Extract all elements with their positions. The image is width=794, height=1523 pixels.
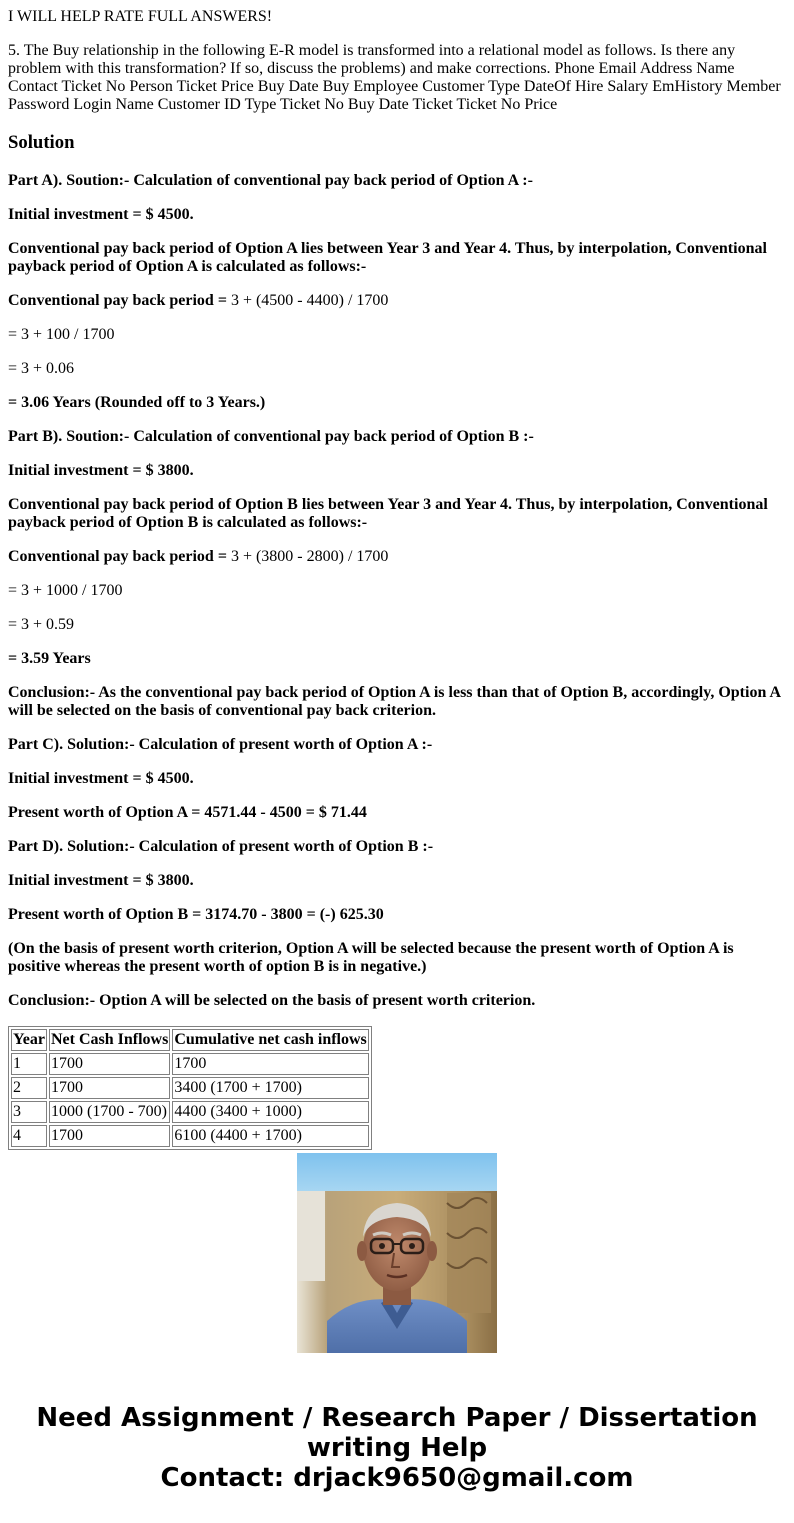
column-header-cumulative: Cumulative net cash inflows xyxy=(172,1029,368,1051)
table-row xyxy=(11,1077,369,1099)
part-a-formula-value: 3 + (4500 - 4400) / 1700 xyxy=(230,292,389,309)
part-b-result xyxy=(8,650,784,668)
part-b-formula xyxy=(8,548,784,566)
part-a-interpolation: Conventional pay back period of Option A lies between Year 3 and Year 4. Thus, by interpolation, Conventional payback period of Option A is calculated as follows:- xyxy=(8,240,767,275)
part-d-investment: Initial investment = $ 3800. xyxy=(8,872,194,889)
part-a-investment: Initial investment = $ 4500. xyxy=(8,206,194,223)
part-b-investment: Initial investment = $ 3800. xyxy=(8,462,194,479)
question-header: I WILL HELP RATE FULL ANSWERS! xyxy=(8,8,273,25)
table-cell: 2 xyxy=(11,1077,47,1099)
question-text: 5. The Buy relationship in the following E-R model is transformed into a relational model as follows. Is there any problem with this transformation? If so, discuss the problems) and make corrections. Phone Email Address Name Contact Ticket No Person Ticket Price Buy Date Buy Employee Customer Type DateOf Hire Salary EmHistory Member Password Login Name Customer ID Type Ticket No Buy Date Ticket Ticket No Price xyxy=(8,42,781,113)
column-header-year: Year xyxy=(11,1029,47,1051)
part-b-interpolation: Conventional pay back period of Option B lies between Year 3 and Year 4. Thus, by interpolation, Conventional payback period of Option B is calculated as follows:- xyxy=(8,496,768,531)
part-a-formula-label: Conventional pay back period = xyxy=(8,292,231,309)
table-row xyxy=(11,1053,369,1075)
column-header-net-cash-inflows: Net Cash Inflows xyxy=(49,1029,170,1051)
part-d-present-worth: Present worth of Option B = 3174.70 - 3800 = (-) 625.30 xyxy=(8,906,384,923)
table-row xyxy=(11,1101,369,1123)
table-cell: 1700 xyxy=(49,1077,170,1099)
conclusion-present-worth: Conclusion:- Option A will be selected on the basis of present worth criterion. xyxy=(8,992,536,1009)
part-a-title: Part A). Soution:- Calculation of conventional pay back period of Option A :- xyxy=(8,172,533,189)
part-c-present-worth: Present worth of Option A = 4571.44 - 4500 = $ 71.44 xyxy=(8,804,367,821)
table-cell: 3400 (1700 + 1700) xyxy=(172,1077,368,1099)
table-cell: 1700 xyxy=(49,1053,170,1075)
part-d-title: Part D). Solution:- Calculation of present worth of Option B :- xyxy=(8,838,434,855)
part-b-title: Part B). Soution:- Calculation of conventional pay back period of Option B :- xyxy=(8,428,534,445)
table-cell: 4 xyxy=(11,1125,47,1147)
part-b-step-2: = 3 + 0.59 xyxy=(8,616,75,633)
table-cell: 1000 (1700 - 700) xyxy=(49,1101,170,1123)
present-worth-note: (On the basis of present worth criterion, Option A will be selected because the present worth of Option A is positive whereas the present worth of option B is in negative.) xyxy=(8,940,734,975)
part-c-title: Part C). Solution:- Calculation of present worth of Option A :- xyxy=(8,736,433,753)
table-cell: 3 xyxy=(11,1101,47,1123)
table-cell: 4400 (3400 + 1000) xyxy=(172,1101,368,1123)
table-cell: 1700 xyxy=(172,1053,368,1075)
table-cell: 1 xyxy=(11,1053,47,1075)
part-a-step-1: = 3 + 100 / 1700 xyxy=(8,326,115,343)
part-a-formula xyxy=(8,292,784,310)
author-portrait xyxy=(297,1153,497,1353)
part-a-step-2: = 3 + 0.06 xyxy=(8,360,75,377)
portrait-image xyxy=(297,1153,497,1353)
part-b-result-prefix: = xyxy=(8,650,22,667)
part-b-formula-value: 3 + (3800 - 2800) / 1700 xyxy=(230,548,389,565)
promo-line-1: Need Assignment / Research Paper / Dissertation xyxy=(36,1403,758,1433)
part-b-result-value: 3.59 Years xyxy=(21,650,91,667)
table-cell: 1700 xyxy=(49,1125,170,1147)
table-row xyxy=(11,1125,369,1147)
part-b-formula-label: Conventional pay back period = xyxy=(8,548,231,565)
promo-contact: Contact: drjack9650@gmail.com xyxy=(160,1463,634,1493)
promo-line-2: writing Help xyxy=(306,1433,488,1463)
part-c-investment: Initial investment = $ 4500. xyxy=(8,770,194,787)
promo-footer xyxy=(0,1403,794,1493)
table-cell: 6100 (4400 + 1700) xyxy=(172,1125,368,1147)
part-b-step-1: = 3 + 1000 / 1700 xyxy=(8,582,123,599)
table-header-row xyxy=(11,1029,369,1051)
cash-flow-table xyxy=(8,1026,372,1150)
document-body xyxy=(8,0,784,1144)
conclusion-payback: Conclusion:- As the conventional pay back period of Option A is less than that of Option B, accordingly, Option A will be selected on the basis of conventional pay back criterion. xyxy=(8,684,781,719)
part-a-result: = 3.06 Years (Rounded off to 3 Years.) xyxy=(8,394,266,411)
solution-heading: Solution xyxy=(8,132,75,153)
